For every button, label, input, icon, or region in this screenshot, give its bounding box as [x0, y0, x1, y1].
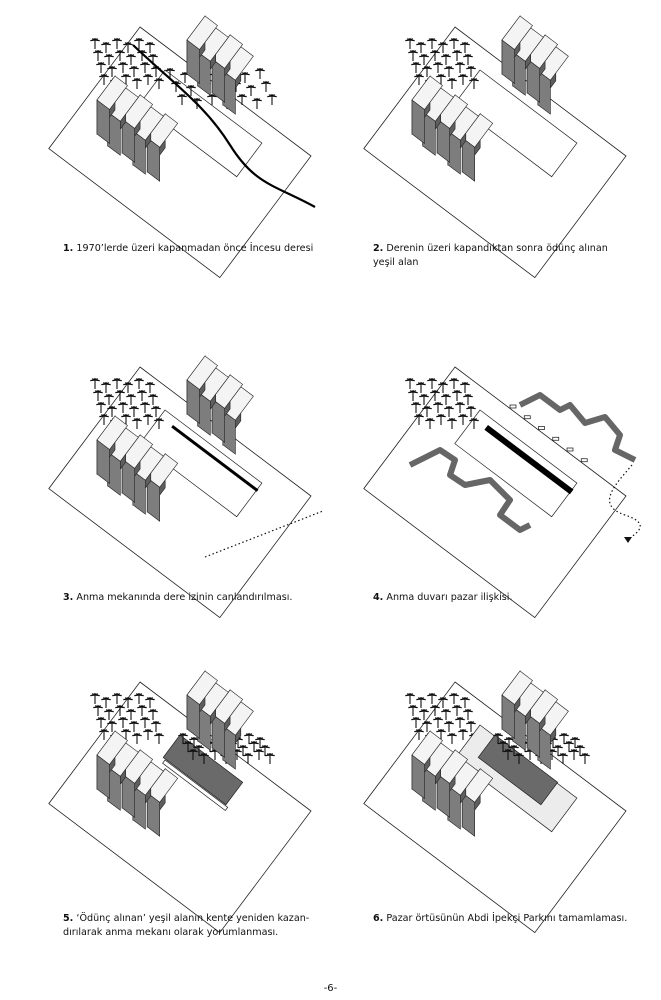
- tree: [405, 693, 414, 704]
- tree: [444, 406, 453, 417]
- tree: [93, 390, 102, 401]
- tree: [463, 54, 472, 65]
- tree: [455, 717, 464, 728]
- tree: [463, 394, 472, 405]
- tree: [90, 693, 99, 704]
- tree: [143, 414, 152, 425]
- tree: [237, 94, 246, 105]
- tree: [112, 693, 121, 704]
- dotted-axis: [205, 511, 323, 557]
- tree: [96, 402, 105, 413]
- tree: [118, 717, 127, 728]
- tree: [145, 42, 154, 53]
- tree: [148, 709, 157, 720]
- tree: [134, 693, 143, 704]
- tree: [466, 406, 475, 417]
- tree: [463, 709, 472, 720]
- tree: [458, 414, 467, 425]
- building-block-west: [97, 416, 178, 521]
- tree: [455, 402, 464, 413]
- tree: [126, 394, 135, 405]
- tree: [460, 42, 469, 53]
- building-block-east: [502, 16, 568, 114]
- tree: [137, 390, 146, 401]
- tree: [115, 50, 124, 61]
- tree: [115, 705, 124, 716]
- market-stall: [524, 416, 530, 419]
- tree: [101, 382, 110, 393]
- caption-panel-6: 6. Pazar örtüsünün Abdi İpekçi Parkını tamamlaması.: [373, 913, 628, 924]
- tree: [441, 709, 450, 720]
- tree: [455, 62, 464, 73]
- tree: [255, 68, 264, 79]
- tree: [145, 382, 154, 393]
- tree: [430, 390, 439, 401]
- tree: [444, 66, 453, 77]
- tree: [408, 390, 417, 401]
- site-boundary: [49, 27, 311, 278]
- tree: [154, 418, 163, 429]
- tree: [430, 50, 439, 61]
- tree: [126, 709, 135, 720]
- tree: [433, 717, 442, 728]
- tree: [427, 38, 436, 49]
- tree: [441, 54, 450, 65]
- tree: [154, 733, 163, 744]
- tree: [441, 394, 450, 405]
- market-stall: [510, 405, 516, 408]
- tree: [449, 378, 458, 389]
- tree: [452, 390, 461, 401]
- diagram-panel-3: [55, 365, 355, 565]
- tree: [422, 406, 431, 417]
- tree: [246, 85, 255, 96]
- tree: [254, 749, 263, 760]
- pavilion-east: [520, 395, 635, 460]
- tree: [132, 733, 141, 744]
- caption-panel-1: 1. 1970’lerde üzeri kapanmadan önce İncesu deresi: [63, 243, 314, 254]
- tree: [466, 721, 475, 732]
- site-boundary: [49, 682, 311, 933]
- tree: [416, 697, 425, 708]
- tree: [449, 38, 458, 49]
- dotted-path: [610, 465, 641, 540]
- tree: [427, 693, 436, 704]
- tree: [118, 402, 127, 413]
- tree: [433, 402, 442, 413]
- tree: [134, 378, 143, 389]
- tree: [416, 42, 425, 53]
- arrow-icon: [624, 537, 632, 543]
- building-block-east: [187, 356, 253, 454]
- tree: [93, 50, 102, 61]
- site-boundary: [364, 27, 626, 278]
- market-stall: [567, 448, 573, 451]
- tree: [140, 62, 149, 73]
- market-stall: [539, 427, 545, 430]
- tree: [261, 81, 270, 92]
- tree: [252, 98, 261, 109]
- tree: [411, 62, 420, 73]
- tree: [143, 729, 152, 740]
- tree: [405, 38, 414, 49]
- tree: [154, 78, 163, 89]
- tree: [140, 402, 149, 413]
- site-boundary: [364, 367, 626, 618]
- tree: [93, 705, 102, 716]
- tree: [140, 717, 149, 728]
- diagram-panel-4: [370, 365, 661, 565]
- building-block-west: [97, 731, 178, 836]
- tree: [90, 378, 99, 389]
- tree: [411, 402, 420, 413]
- tree: [405, 378, 414, 389]
- tree: [148, 394, 157, 405]
- tree: [129, 406, 138, 417]
- tree: [112, 38, 121, 49]
- building-block-west: [97, 76, 178, 181]
- tree: [460, 382, 469, 393]
- tree: [101, 697, 110, 708]
- diagram-panel-2: [370, 25, 661, 225]
- tree: [267, 94, 276, 105]
- tree: [112, 378, 121, 389]
- diagram-panel-1: [55, 25, 355, 225]
- tree: [96, 62, 105, 73]
- page-number: -6-: [323, 983, 338, 994]
- tree: [145, 697, 154, 708]
- tree: [151, 406, 160, 417]
- tree: [449, 693, 458, 704]
- tree: [240, 72, 249, 83]
- caption-panel-5: 5. ‘Ödünç alınan’ yeşil alanın kente yeniden kazan- dırılarak anma mekanı olarak yorumlanması.: [63, 913, 310, 938]
- building-block-west: [412, 76, 493, 181]
- tree: [458, 74, 467, 85]
- tree: [558, 753, 567, 764]
- tree: [444, 721, 453, 732]
- tree: [101, 42, 110, 53]
- tree: [96, 717, 105, 728]
- tree: [143, 74, 152, 85]
- market-stall: [553, 437, 559, 440]
- tree: [132, 418, 141, 429]
- pavilion-west: [410, 450, 530, 530]
- tree: [408, 705, 417, 716]
- site-boundary: [364, 682, 626, 933]
- tree: [118, 62, 127, 73]
- tree: [411, 717, 420, 728]
- tree: [425, 418, 434, 429]
- tree: [436, 414, 445, 425]
- tree: [580, 753, 589, 764]
- diagram-panel-6: [370, 680, 661, 880]
- market-stall: [581, 459, 587, 462]
- diagram-panel-5: [55, 680, 355, 880]
- tree: [243, 753, 252, 764]
- market-area: [455, 410, 577, 517]
- caption-panel-2: 2. Derenin üzeri kapandıktan sonra ödünç alınan yeşil alan: [373, 243, 608, 268]
- tree: [129, 66, 138, 77]
- tree: [433, 62, 442, 73]
- tree: [452, 705, 461, 716]
- tree: [132, 78, 141, 89]
- tree: [458, 729, 467, 740]
- tree: [469, 78, 478, 89]
- tree: [177, 94, 186, 105]
- caption-panel-4: 4. Anma duvarı pazar ilişkisi.: [373, 592, 513, 603]
- tree: [430, 705, 439, 716]
- tree: [447, 78, 456, 89]
- tree: [469, 418, 478, 429]
- tree: [129, 721, 138, 732]
- tree: [90, 38, 99, 49]
- site-boundary: [49, 367, 311, 618]
- tree: [460, 697, 469, 708]
- tree: [115, 390, 124, 401]
- tree: [137, 705, 146, 716]
- tree: [427, 378, 436, 389]
- tree: [466, 66, 475, 77]
- tree: [408, 50, 417, 61]
- tree: [265, 753, 274, 764]
- tree: [569, 749, 578, 760]
- tree: [416, 382, 425, 393]
- tree: [452, 50, 461, 61]
- caption-panel-3: 3. Anma mekanında dere izinin canlandırılması.: [63, 592, 293, 603]
- tree: [151, 721, 160, 732]
- tree: [447, 418, 456, 429]
- tree: [447, 733, 456, 744]
- tree: [126, 54, 135, 65]
